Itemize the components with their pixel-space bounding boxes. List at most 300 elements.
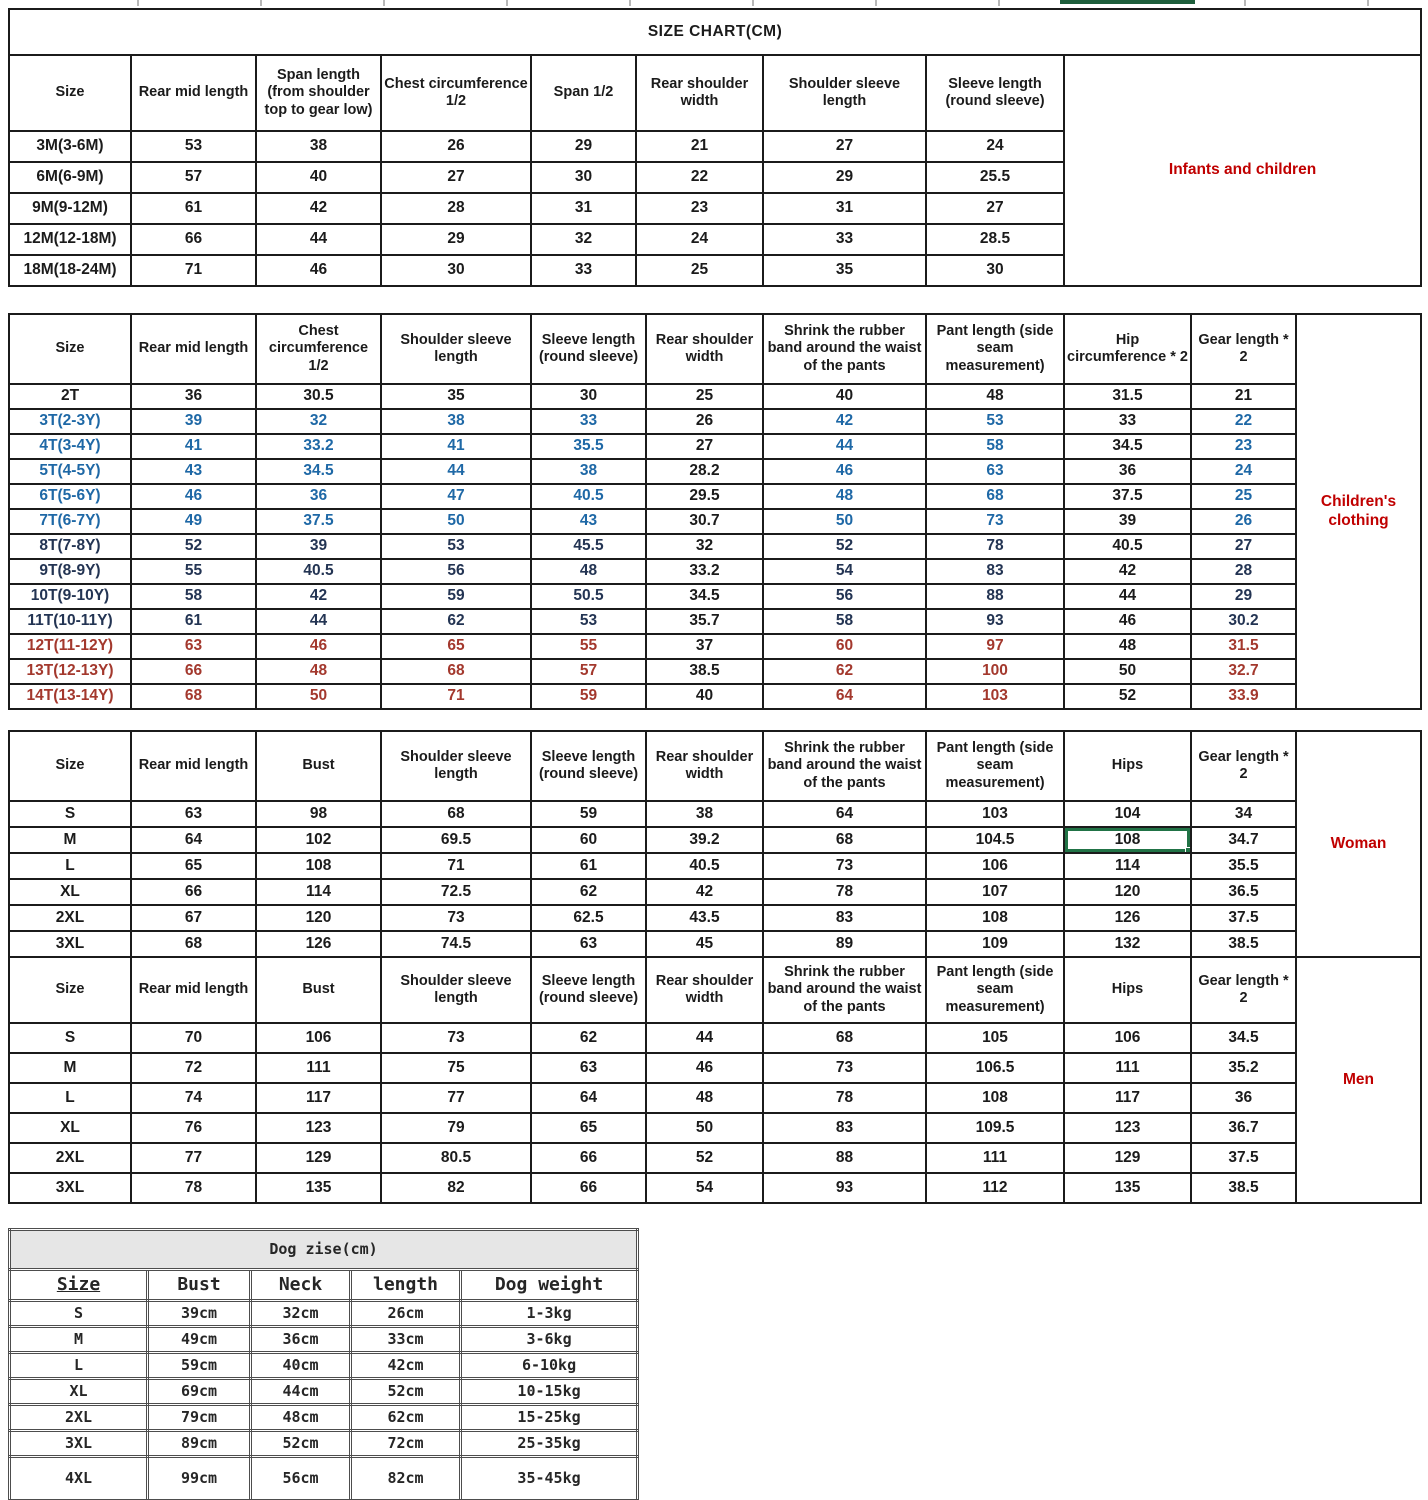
header-cell: length bbox=[351, 1270, 461, 1301]
table-cell: 30 bbox=[381, 255, 531, 286]
header-cell: Size bbox=[9, 55, 131, 131]
table-cell: 27 bbox=[926, 193, 1064, 224]
table-cell: 34.5 bbox=[1064, 434, 1191, 459]
table-cell: 129 bbox=[1064, 1143, 1191, 1173]
table-cell: 38.5 bbox=[1191, 931, 1296, 957]
table-cell: 44 bbox=[1064, 584, 1191, 609]
table-cell: 56 bbox=[381, 559, 531, 584]
header-cell: Rear mid length bbox=[131, 314, 256, 384]
table-cell: 58 bbox=[131, 584, 256, 609]
header-cell: Shoulder sleeve length bbox=[763, 55, 926, 131]
selected-cell: 108 bbox=[1064, 827, 1191, 853]
table-cell: 46 bbox=[646, 1053, 763, 1083]
gridline-tick bbox=[752, 0, 754, 6]
table-cell: 93 bbox=[763, 1173, 926, 1203]
table-row bbox=[9, 384, 1421, 409]
table-cell: 33 bbox=[1064, 409, 1191, 434]
table-cell: 63 bbox=[531, 931, 646, 957]
table-cell: 104.5 bbox=[926, 827, 1064, 853]
table-cell: 63 bbox=[926, 459, 1064, 484]
table-row bbox=[9, 584, 1421, 609]
children-group-label: Children's clothing bbox=[1296, 314, 1421, 709]
table-cell: 21 bbox=[636, 131, 763, 162]
table-cell: 2XL bbox=[9, 1143, 131, 1173]
table-cell: XL bbox=[10, 1379, 148, 1405]
table-cell: 34.5 bbox=[646, 584, 763, 609]
header-cell: Rear shoulder width bbox=[636, 55, 763, 131]
table-cell: 103 bbox=[926, 684, 1064, 709]
table-cell: 32 bbox=[256, 409, 381, 434]
header-cell: Bust bbox=[256, 957, 381, 1023]
table-cell: 34.7 bbox=[1191, 827, 1296, 853]
table-cell: 68 bbox=[131, 684, 256, 709]
table-cell: 66 bbox=[531, 1173, 646, 1203]
gridline-tick bbox=[875, 0, 877, 6]
table-cell: 123 bbox=[1064, 1113, 1191, 1143]
table-cell: 32.7 bbox=[1191, 659, 1296, 684]
table-cell: 31 bbox=[763, 193, 926, 224]
table-cell: 100 bbox=[926, 659, 1064, 684]
table-cell: 49 bbox=[131, 509, 256, 534]
table-cell: 53 bbox=[381, 534, 531, 559]
table-cell: 55 bbox=[131, 559, 256, 584]
gridline-tick bbox=[383, 0, 385, 6]
table-cell: 33 bbox=[531, 409, 646, 434]
table-cell: 25 bbox=[1191, 484, 1296, 509]
table-cell: 89 bbox=[763, 931, 926, 957]
table-cell: 12T(11-12Y) bbox=[9, 634, 131, 659]
table-cell: 59 bbox=[531, 684, 646, 709]
table-cell: 58 bbox=[926, 434, 1064, 459]
table-cell: 26cm bbox=[351, 1301, 461, 1327]
table-cell: 70 bbox=[131, 1023, 256, 1053]
table-cell: 103 bbox=[926, 801, 1064, 827]
table-cell: 8T(7-8Y) bbox=[9, 534, 131, 559]
table-cell: 31 bbox=[531, 193, 636, 224]
table-cell: 46 bbox=[1064, 609, 1191, 634]
table-cell: 48 bbox=[646, 1083, 763, 1113]
table-cell: 34.5 bbox=[256, 459, 381, 484]
table-cell: 59 bbox=[531, 801, 646, 827]
table-cell: 37.5 bbox=[256, 509, 381, 534]
table-row bbox=[9, 9, 1421, 55]
gridline-tick bbox=[1367, 0, 1369, 6]
table-cell: XL bbox=[9, 1113, 131, 1143]
table-cell: 60 bbox=[531, 827, 646, 853]
table-cell: 33.2 bbox=[646, 559, 763, 584]
table-cell: 36 bbox=[256, 484, 381, 509]
header-cell: Size bbox=[10, 1270, 148, 1301]
size-chart-title: SIZE CHART(CM) bbox=[9, 9, 1421, 55]
table-cell: 89cm bbox=[148, 1431, 251, 1457]
gridline-tick bbox=[506, 0, 508, 6]
table-cell: 77 bbox=[131, 1143, 256, 1173]
table-cell: 123 bbox=[256, 1113, 381, 1143]
table-cell: 69cm bbox=[148, 1379, 251, 1405]
table-cell: 44cm bbox=[251, 1379, 351, 1405]
table-row bbox=[9, 905, 1421, 931]
table-cell: 40 bbox=[646, 684, 763, 709]
table-cell: 47 bbox=[381, 484, 531, 509]
header-cell: Chest circumference 1/2 bbox=[381, 55, 531, 131]
table-cell: 45.5 bbox=[531, 534, 646, 559]
table-cell: 99cm bbox=[148, 1457, 251, 1500]
woman-group-label: Woman bbox=[1296, 731, 1421, 957]
table-cell: 65 bbox=[531, 1113, 646, 1143]
table-cell: 50 bbox=[646, 1113, 763, 1143]
table-row bbox=[9, 1143, 1421, 1173]
table-cell: 52 bbox=[646, 1143, 763, 1173]
table-cell: 3XL bbox=[9, 931, 131, 957]
table-cell: 48 bbox=[256, 659, 381, 684]
header-cell: Shrink the rubber band around the waist of the pants bbox=[763, 957, 926, 1023]
table-cell: 62 bbox=[381, 609, 531, 634]
table-cell: 33.2 bbox=[256, 434, 381, 459]
header-cell: Rear shoulder width bbox=[646, 731, 763, 801]
table-cell: 80.5 bbox=[381, 1143, 531, 1173]
table-cell: 40.5 bbox=[256, 559, 381, 584]
table-cell: 21 bbox=[1191, 384, 1296, 409]
table-cell: 3XL bbox=[10, 1431, 148, 1457]
table-row bbox=[9, 1113, 1421, 1143]
table-row bbox=[10, 1457, 638, 1500]
table-row bbox=[10, 1230, 638, 1270]
table-cell: 24 bbox=[926, 131, 1064, 162]
table-cell: 35.5 bbox=[1191, 853, 1296, 879]
header-cell: Gear length * 2 bbox=[1191, 957, 1296, 1023]
table-cell: 30.2 bbox=[1191, 609, 1296, 634]
table-row bbox=[9, 559, 1421, 584]
table-cell: 10-15kg bbox=[461, 1379, 638, 1405]
table-cell: 3-6kg bbox=[461, 1327, 638, 1353]
header-cell: Rear mid length bbox=[131, 55, 256, 131]
dog-size-table bbox=[8, 1228, 639, 1500]
table-cell: 108 bbox=[256, 853, 381, 879]
table-row bbox=[9, 801, 1421, 827]
table-cell: 68 bbox=[381, 801, 531, 827]
table-cell: 27 bbox=[1191, 534, 1296, 559]
table-cell: 44 bbox=[256, 224, 381, 255]
table-cell: 117 bbox=[256, 1083, 381, 1113]
table-cell: 48 bbox=[763, 484, 926, 509]
table-cell: 23 bbox=[636, 193, 763, 224]
gridline-tick bbox=[1244, 0, 1246, 6]
table-row bbox=[9, 459, 1421, 484]
table-cell: 37.5 bbox=[1064, 484, 1191, 509]
table-cell: 7T(6-7Y) bbox=[9, 509, 131, 534]
table-row bbox=[9, 957, 1421, 1023]
table-cell: 73 bbox=[381, 905, 531, 931]
table-cell: 50.5 bbox=[531, 584, 646, 609]
table-cell: 59cm bbox=[148, 1353, 251, 1379]
table-cell: 42 bbox=[1064, 559, 1191, 584]
table-cell: 79 bbox=[381, 1113, 531, 1143]
table-cell: 6-10kg bbox=[461, 1353, 638, 1379]
table-cell: 72.5 bbox=[381, 879, 531, 905]
table-cell: 52cm bbox=[351, 1379, 461, 1405]
table-cell: L bbox=[10, 1353, 148, 1379]
table-cell: 74 bbox=[131, 1083, 256, 1113]
table-cell: 62.5 bbox=[531, 905, 646, 931]
table-cell: M bbox=[9, 1053, 131, 1083]
table-cell: 40.5 bbox=[1064, 534, 1191, 559]
table-cell: 105 bbox=[926, 1023, 1064, 1053]
table-cell: 28 bbox=[1191, 559, 1296, 584]
table-cell: 50 bbox=[1064, 659, 1191, 684]
table-cell: 6M(6-9M) bbox=[9, 162, 131, 193]
table-cell: 22 bbox=[636, 162, 763, 193]
infants-group-label: Infants and children bbox=[1064, 55, 1421, 286]
table-row bbox=[9, 634, 1421, 659]
table-cell: 30.5 bbox=[256, 384, 381, 409]
table-cell: 82 bbox=[381, 1173, 531, 1203]
table-cell: 58 bbox=[763, 609, 926, 634]
table-cell: 6T(5-6Y) bbox=[9, 484, 131, 509]
table-cell: 40.5 bbox=[646, 853, 763, 879]
table-cell: 120 bbox=[256, 905, 381, 931]
table-row bbox=[10, 1431, 638, 1457]
table-cell: 66 bbox=[131, 879, 256, 905]
table-cell: 35.5 bbox=[531, 434, 646, 459]
table-cell: 62 bbox=[531, 1023, 646, 1053]
table-cell: 69.5 bbox=[381, 827, 531, 853]
gridline-tick bbox=[998, 0, 1000, 6]
table-cell: 75 bbox=[381, 1053, 531, 1083]
table-cell: 104 bbox=[1064, 801, 1191, 827]
table-cell: 35 bbox=[763, 255, 926, 286]
children-size-table bbox=[8, 313, 1422, 710]
table-cell: 43.5 bbox=[646, 905, 763, 931]
table-cell: 26 bbox=[381, 131, 531, 162]
table-cell: 3XL bbox=[9, 1173, 131, 1203]
table-cell: 65 bbox=[381, 634, 531, 659]
table-cell: 68 bbox=[381, 659, 531, 684]
infants-size-table bbox=[8, 8, 1422, 287]
table-cell: 54 bbox=[763, 559, 926, 584]
table-cell: 56 bbox=[763, 584, 926, 609]
table-cell: 32cm bbox=[251, 1301, 351, 1327]
table-cell: 25-35kg bbox=[461, 1431, 638, 1457]
table-row bbox=[9, 853, 1421, 879]
table-cell: 39.2 bbox=[646, 827, 763, 853]
table-cell: 53 bbox=[131, 131, 256, 162]
table-cell: 135 bbox=[256, 1173, 381, 1203]
table-cell: 25 bbox=[636, 255, 763, 286]
table-cell: 29.5 bbox=[646, 484, 763, 509]
adults-size-table bbox=[8, 730, 1422, 1204]
header-cell: Size bbox=[9, 314, 131, 384]
table-cell: 114 bbox=[256, 879, 381, 905]
table-cell: 46 bbox=[256, 255, 381, 286]
table-cell: 44 bbox=[381, 459, 531, 484]
table-cell: 61 bbox=[131, 193, 256, 224]
table-row bbox=[9, 684, 1421, 709]
table-cell: 44 bbox=[763, 434, 926, 459]
table-cell: 53 bbox=[926, 409, 1064, 434]
table-cell: 42 bbox=[256, 584, 381, 609]
table-cell: 78 bbox=[131, 1173, 256, 1203]
table-cell: 12M(12-18M) bbox=[9, 224, 131, 255]
header-cell: Gear length * 2 bbox=[1191, 314, 1296, 384]
table-cell: 34.5 bbox=[1191, 1023, 1296, 1053]
table-cell: 106 bbox=[256, 1023, 381, 1053]
header-cell: Dog weight bbox=[461, 1270, 638, 1301]
table-row bbox=[9, 1173, 1421, 1203]
table-cell: 98 bbox=[256, 801, 381, 827]
table-cell: 73 bbox=[926, 509, 1064, 534]
table-cell: 117 bbox=[1064, 1083, 1191, 1113]
table-cell: 102 bbox=[256, 827, 381, 853]
table-cell: 40.5 bbox=[531, 484, 646, 509]
table-cell: 73 bbox=[763, 1053, 926, 1083]
table-cell: 73 bbox=[381, 1023, 531, 1053]
table-cell: 52 bbox=[1064, 684, 1191, 709]
table-cell: 61 bbox=[131, 609, 256, 634]
table-cell: 52 bbox=[763, 534, 926, 559]
table-cell: 64 bbox=[531, 1083, 646, 1113]
table-cell: 2XL bbox=[9, 905, 131, 931]
table-cell: 50 bbox=[256, 684, 381, 709]
header-cell: Rear mid length bbox=[131, 731, 256, 801]
table-cell: 30 bbox=[926, 255, 1064, 286]
table-cell: 48cm bbox=[251, 1405, 351, 1431]
table-cell: 82cm bbox=[351, 1457, 461, 1500]
table-cell: 29 bbox=[763, 162, 926, 193]
table-row bbox=[9, 931, 1421, 957]
table-cell: 36 bbox=[1064, 459, 1191, 484]
table-cell: 46 bbox=[763, 459, 926, 484]
table-cell: 109 bbox=[926, 931, 1064, 957]
table-cell: 132 bbox=[1064, 931, 1191, 957]
gridline-tick bbox=[260, 0, 262, 6]
table-cell: 3T(2-3Y) bbox=[9, 409, 131, 434]
table-row bbox=[9, 314, 1421, 384]
table-cell: 72 bbox=[131, 1053, 256, 1083]
table-cell: 41 bbox=[381, 434, 531, 459]
table-cell: 40 bbox=[256, 162, 381, 193]
table-cell: S bbox=[9, 1023, 131, 1053]
header-cell: Sleeve length (round sleeve) bbox=[531, 731, 646, 801]
table-cell: 62cm bbox=[351, 1405, 461, 1431]
table-cell: 35 bbox=[381, 384, 531, 409]
table-cell: 33 bbox=[763, 224, 926, 255]
header-cell: Pant length (side seam measurement) bbox=[926, 957, 1064, 1023]
table-cell: M bbox=[10, 1327, 148, 1353]
table-cell: 66 bbox=[131, 224, 256, 255]
men-group-label: Men bbox=[1296, 957, 1421, 1203]
header-cell: Hip circumference * 2 bbox=[1064, 314, 1191, 384]
table-cell: 129 bbox=[256, 1143, 381, 1173]
table-row bbox=[9, 1023, 1421, 1053]
table-cell: 111 bbox=[256, 1053, 381, 1083]
table-row bbox=[9, 731, 1421, 801]
table-cell: 62 bbox=[531, 879, 646, 905]
table-cell: 44 bbox=[646, 1023, 763, 1053]
table-cell: 68 bbox=[926, 484, 1064, 509]
table-cell: 9M(9-12M) bbox=[9, 193, 131, 224]
table-cell: 18M(18-24M) bbox=[9, 255, 131, 286]
table-cell: 106 bbox=[1064, 1023, 1191, 1053]
table-cell: 76 bbox=[131, 1113, 256, 1143]
table-cell: M bbox=[9, 827, 131, 853]
table-cell: 72cm bbox=[351, 1431, 461, 1457]
table-row bbox=[9, 659, 1421, 684]
table-row bbox=[10, 1327, 638, 1353]
table-cell: 74.5 bbox=[381, 931, 531, 957]
table-cell: 71 bbox=[131, 255, 256, 286]
table-row bbox=[9, 55, 1421, 131]
table-cell: 61 bbox=[531, 853, 646, 879]
table-cell: 64 bbox=[131, 827, 256, 853]
table-cell: 25 bbox=[646, 384, 763, 409]
table-cell: S bbox=[9, 801, 131, 827]
table-cell: 29 bbox=[381, 224, 531, 255]
table-cell: 38 bbox=[256, 131, 381, 162]
header-cell: Rear mid length bbox=[131, 957, 256, 1023]
table-cell: 5T(4-5Y) bbox=[9, 459, 131, 484]
table-cell: 42 bbox=[646, 879, 763, 905]
table-cell: 26 bbox=[646, 409, 763, 434]
table-cell: 38 bbox=[646, 801, 763, 827]
table-cell: 50 bbox=[763, 509, 926, 534]
table-cell: 52 bbox=[131, 534, 256, 559]
table-cell: 35-45kg bbox=[461, 1457, 638, 1500]
table-cell: 108 bbox=[926, 905, 1064, 931]
header-cell: Chest circumference 1/2 bbox=[256, 314, 381, 384]
table-cell: 106.5 bbox=[926, 1053, 1064, 1083]
table-cell: 33 bbox=[531, 255, 636, 286]
table-cell: 48 bbox=[1064, 634, 1191, 659]
table-cell: 25.5 bbox=[926, 162, 1064, 193]
table-cell: 9T(8-9Y) bbox=[9, 559, 131, 584]
table-cell: 15-25kg bbox=[461, 1405, 638, 1431]
table-row bbox=[9, 409, 1421, 434]
table-cell: 57 bbox=[131, 162, 256, 193]
table-cell: 13T(12-13Y) bbox=[9, 659, 131, 684]
table-cell: 22 bbox=[1191, 409, 1296, 434]
table-cell: 38 bbox=[531, 459, 646, 484]
table-cell: 39 bbox=[1064, 509, 1191, 534]
header-cell: Bust bbox=[256, 731, 381, 801]
table-cell: 78 bbox=[926, 534, 1064, 559]
table-cell: 38.5 bbox=[1191, 1173, 1296, 1203]
header-cell: Neck bbox=[251, 1270, 351, 1301]
table-cell: 28 bbox=[381, 193, 531, 224]
table-cell: 27 bbox=[646, 434, 763, 459]
table-cell: 71 bbox=[381, 684, 531, 709]
table-cell: 3M(3-6M) bbox=[9, 131, 131, 162]
table-row bbox=[9, 434, 1421, 459]
table-cell: 36.5 bbox=[1191, 879, 1296, 905]
table-row bbox=[9, 484, 1421, 509]
table-cell: 31.5 bbox=[1064, 384, 1191, 409]
header-cell: Gear length * 2 bbox=[1191, 731, 1296, 801]
table-cell: 109.5 bbox=[926, 1113, 1064, 1143]
table-cell: 32 bbox=[646, 534, 763, 559]
table-row bbox=[9, 827, 1421, 853]
table-cell: S bbox=[10, 1301, 148, 1327]
header-cell: Span 1/2 bbox=[531, 55, 636, 131]
table-cell: 39cm bbox=[148, 1301, 251, 1327]
table-cell: 29 bbox=[531, 131, 636, 162]
header-cell: Shoulder sleeve length bbox=[381, 957, 531, 1023]
table-cell: 60 bbox=[763, 634, 926, 659]
header-cell: Hips bbox=[1064, 957, 1191, 1023]
sheet-selection-indicator bbox=[1060, 0, 1195, 4]
table-cell: 57 bbox=[531, 659, 646, 684]
table-row bbox=[9, 534, 1421, 559]
table-row bbox=[9, 509, 1421, 534]
